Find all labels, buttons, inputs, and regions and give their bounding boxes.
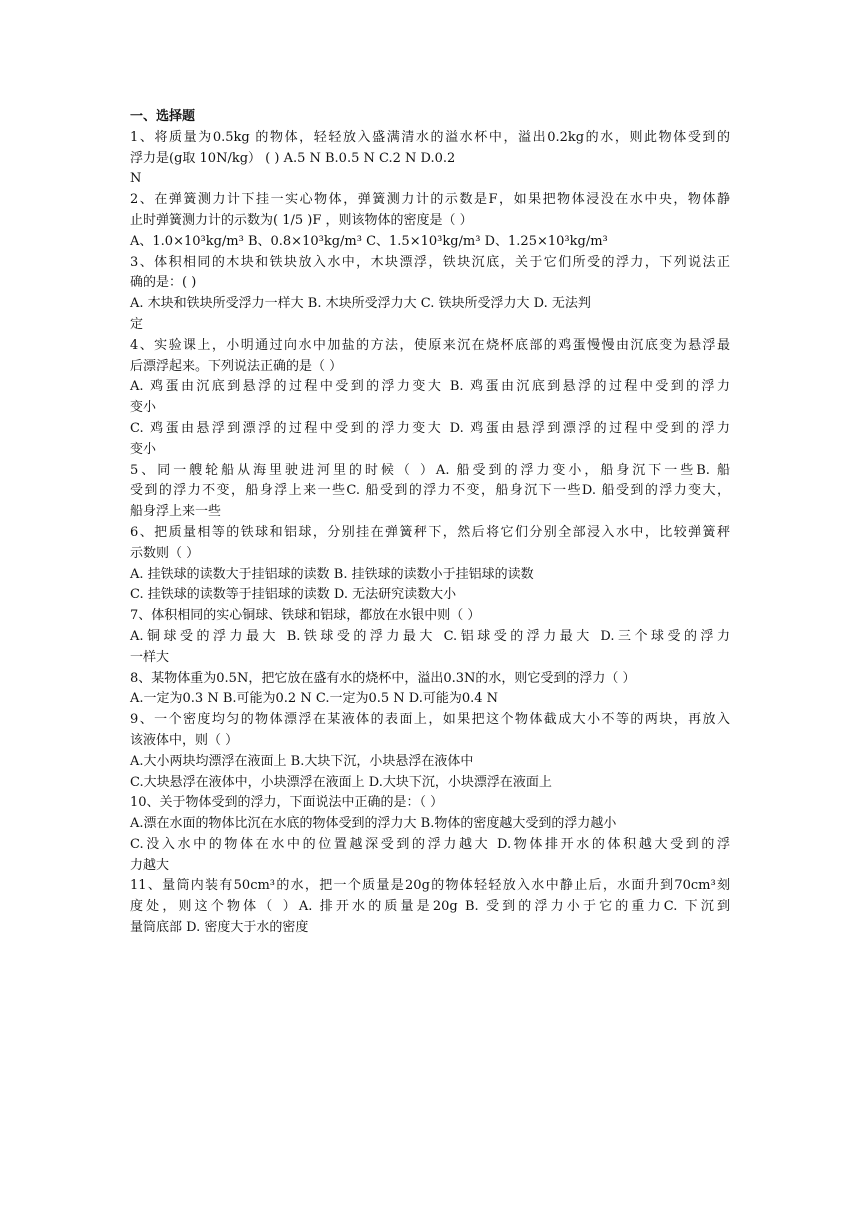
- text-line: 浮力是(g取 10N/kg） ( ) A.5 N B.0.5 N C.2 N D.0.2: [130, 150, 456, 166]
- text-line: 确的是：( ): [130, 275, 197, 291]
- text-line: 6、把质量相等的铁球和铝球，分别挂在弹簧秤下，然后将它们分别全部浸入水中，比较弹簧秤: [130, 524, 730, 540]
- text-line: 量筒底部 D. 密度大于水的密度: [130, 920, 309, 936]
- text-line: C. 鸡蛋由悬浮到漂浮的过程中受到的浮力变大 D. 鸡蛋由悬浮到漂浮的过程中受到的浮力: [130, 420, 730, 436]
- text-line: 8、某物体重为0.5N，把它放在盛有水的烧杯中，溢出0.3N的水，则它受到的浮力（ ）: [130, 670, 636, 686]
- text-line: 该液体中，则（ ）: [130, 732, 239, 748]
- text-line: C. 挂铁球的读数等于挂铝球的读数 D. 无法研究读数大小: [130, 587, 457, 603]
- text-line: A. 挂铁球的读数大于挂铝球的读数 B. 挂铁球的读数小于挂铝球的读数: [130, 566, 534, 582]
- text-line: 11、量筒内装有50cm³的水，把一个质量是20g的物体轻轻放入水中静止后，水面升到70cm³刻: [130, 878, 730, 894]
- document-page: [130, 107, 730, 939]
- question-list: [130, 128, 730, 939]
- text-line: 度处，则这个物体（ ）A. 排开水的质量是20g B. 受到的浮力小于它的重力C. 下沉到: [130, 899, 730, 915]
- text-line: 10、关于物体受到的浮力，下面说法中正确的是：（ ）: [130, 795, 444, 811]
- text-line: A.漂在水面的物体比沉在水底的物体受到的浮力大 B.物体的密度越大受到的浮力越小: [130, 816, 617, 832]
- text-line: A. 木块和铁块所受浮力一样大 B. 木块所受浮力大 C. 铁块所受浮力大 D. 无法判: [130, 296, 591, 312]
- text-line: A.大小两块均漂浮在液面上 B.大块下沉，小块悬浮在液体中: [130, 753, 474, 769]
- text-line: 一样大: [130, 649, 170, 665]
- section-title: 一、选择题: [130, 109, 196, 124]
- text-line: C.大块悬浮在液体中，小块漂浮在液面上 D.大块下沉，小块漂浮在液面上: [130, 774, 552, 790]
- text-line: 示数则（ ）: [130, 545, 200, 561]
- text-line: A. 鸡蛋由沉底到悬浮的过程中受到的浮力变大 B. 鸡蛋由沉底到悬浮的过程中受到的浮力: [130, 379, 730, 395]
- text-line: 4、实验课上，小明通过向水中加盐的方法，使原来沉在烧杯底部的鸡蛋慢慢由沉底变为悬浮最: [130, 337, 730, 353]
- text-line: 受到的浮力不变，船身浮上来一些C. 船受到的浮力不变，船身沉下一些D. 船受到的浮力变大，: [130, 483, 730, 499]
- text-line: 船身浮上来一些: [130, 504, 222, 520]
- text-line: 2、在弹簧测力计下挂一实心物体，弹簧测力计的示数是F，如果把物体浸没在水中央，物体静: [130, 192, 730, 208]
- text-line: C.没入水中的物体在水中的位置越深受到的浮力越大 D.物体排开水的体积越大受到的浮: [130, 836, 730, 852]
- text-line: 1、将质量为0.5kg 的物体，轻轻放入盛满清水的溢水杯中，溢出0.2kg的水，则此物体受到的: [130, 129, 730, 145]
- text-line: A.铜球受的浮力最大 B.铁球受的浮力最大 C.铝球受的浮力最大 D.三个球受的浮力: [130, 628, 730, 644]
- text-line: 后漂浮起来。下列说法正确的是（ ）: [130, 358, 343, 374]
- text-line: 5、同一艘轮船从海里驶进河里的时候（ ）A. 船受到的浮力变小，船身沉下一些B. 船: [130, 462, 730, 478]
- text-line: 3、体积相同的木块和铁块放入水中，木块漂浮，铁块沉底，关于它们所受的浮力，下列说法正: [130, 254, 730, 270]
- text-line: 变小: [130, 441, 157, 457]
- text-line: 定: [130, 316, 144, 332]
- text-line: A.一定为0.3 N B.可能为0.2 N C.一定为0.5 N D.可能为0.4 N: [130, 691, 499, 707]
- text-line: 9、一个密度均匀的物体漂浮在某液体的表面上，如果把这个物体截成大小不等的两块，再放入: [130, 712, 730, 728]
- text-line: A、1.0×10³kg/m³ B、0.8×10³kg/m³ C、1.5×10³kg/m³ D、1.25×10³kg/m³: [130, 233, 608, 249]
- text-line: N: [130, 171, 142, 187]
- text-line: 力越大: [130, 857, 170, 873]
- text-line: 变小: [130, 400, 157, 416]
- text-line: 7、体积相同的实心铜球、铁球和铝球，都放在水银中则（ ）: [130, 608, 481, 624]
- text-line: 止时弹簧测力计的示数为( 1/5 )F ，则该物体的密度是（ ）: [130, 212, 473, 228]
